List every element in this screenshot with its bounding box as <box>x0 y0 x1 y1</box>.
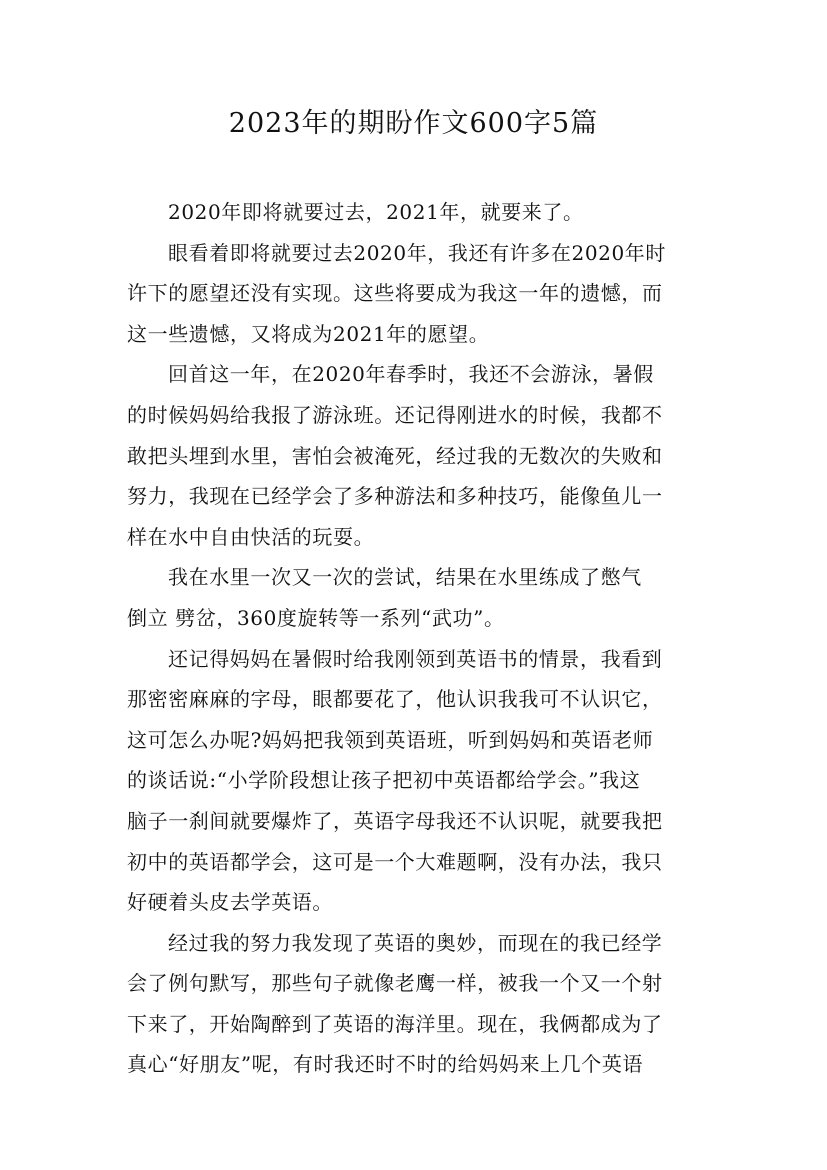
paragraph-line: 真心“好朋友”呢，有时我还时不时的给妈妈来上几个英语 <box>127 1052 644 1077</box>
paragraph-line: 的时候妈妈给我报了游泳班。还记得刚进水的时候，我都不 <box>127 402 663 427</box>
paragraph-line: 这可怎么办呢?妈妈把我领到英语班，听到妈妈和英语老师 <box>127 727 654 752</box>
paragraph-line: 好硬着头皮去学英语。 <box>127 890 333 915</box>
paragraph-line: 下来了，开始陶醉到了英语的海洋里。现在，我俩都成为了 <box>127 1011 663 1036</box>
paragraph-line: 初中的英语都学会，这可是一个大难题啊，没有办法，我只 <box>127 849 663 874</box>
paragraph-line: 努力，我现在已经学会了多种游法和多种技巧，能像鱼儿一 <box>127 484 663 509</box>
paragraph-line: 会了例句默写，那些句子就像老鹰一样，被我一个又一个射 <box>127 971 663 996</box>
paragraph-line: 我在水里一次又一次的尝试，结果在水里练成了憋气 <box>168 565 642 590</box>
paragraph-line: 眼看着即将就要过去2020年，我还有许多在2020年时 <box>168 240 666 265</box>
paragraph-line: 脑子一刹间就要爆炸了，英语字母我还不认识呢，就要我把 <box>127 808 663 833</box>
paragraph-line: 还记得妈妈在暑假时给我刚领到英语书的情景，我看到 <box>168 646 663 671</box>
paragraph-line: 2020年即将就要过去，2021年，就要来了。 <box>168 200 584 224</box>
paragraph-line: 的谈话说:“小学阶段想让孩子把初中英语都给学会。”我这 <box>127 768 641 793</box>
paragraph-line: 经过我的努力我发现了英语的奥妙，而现在的我已经学 <box>168 930 663 955</box>
paragraph-line: 那密密麻麻的字母，眼都要花了，他认识我我可不认识它， <box>127 687 663 712</box>
document-body <box>127 192 701 1085</box>
paragraph-line: 许下的愿望还没有实现。这些将要成为我这一年的遗憾，而 <box>127 281 663 306</box>
paragraph-line: 敢把头埋到水里，害怕会被淹死，经过我的无数次的失败和 <box>127 443 663 468</box>
paragraph-line: 倒立 劈岔，360度旋转等一系列“武功”。 <box>127 605 505 630</box>
paragraph-line: 样在水中自由快活的玩耍。 <box>127 524 375 549</box>
paragraph-line: 这一些遗憾，又将成为2021年的愿望。 <box>127 321 490 346</box>
document-title: 2023年的期盼作文600字5篇 <box>228 108 599 139</box>
paragraph-line: 回首这一年，在2020年春季时，我还不会游泳，暑假 <box>168 362 654 387</box>
